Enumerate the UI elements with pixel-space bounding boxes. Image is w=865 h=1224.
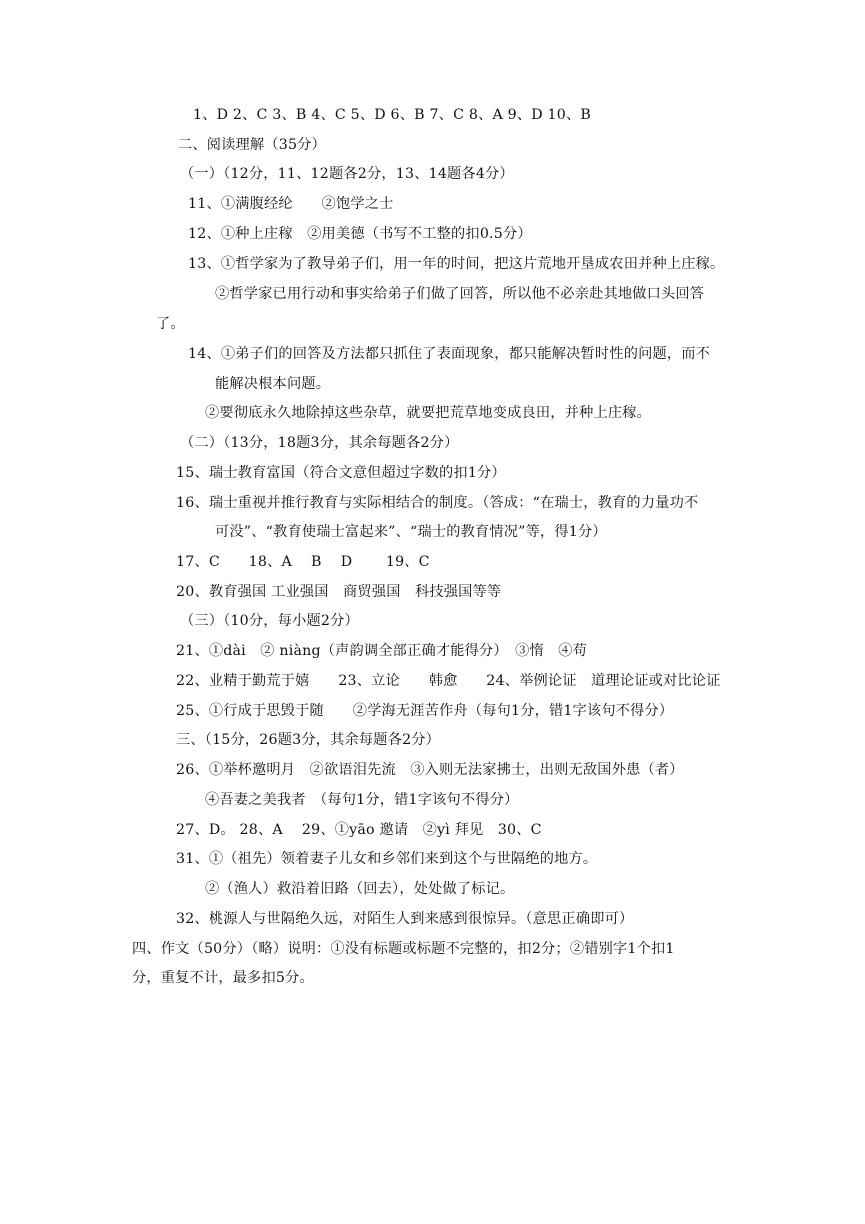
answer-line-26a: 26、①举杯邀明月 ②欲语泪先流 ③入则无法家拂士，出则无敌国外患（者） — [176, 762, 684, 778]
answer-line-1: 1、D 2、C 3、B 4、C 5、D 6、B 7、C 8、A 9、D 10、B — [193, 107, 591, 123]
section-heading-writing: 四、作文（50分）（略）说明：①没有标题或标题不完整的，扣2分；②错别字1个扣1 — [132, 941, 675, 957]
answer-line-17-19: 17、C 18、A B D 19、C — [176, 554, 430, 570]
answer-line-13b: ②哲学家已用行动和事实给弟子们做了回答，所以他不必亲赴其地做口头回答 — [215, 286, 705, 302]
section-heading-3: 三、（15分，26题3分，其余每题各2分） — [176, 732, 441, 748]
writing-note: 分，重复不计，最多扣5分。 — [132, 970, 314, 986]
answer-line-21: 21、①dài ② niàng（声韵调全部正确才能得分） ③惰 ④苟 — [176, 643, 588, 659]
answer-line-14a: 14、①弟子们的回答及方法都只抓住了表面现象，都只能解决暂时性的问题，而不 — [188, 346, 711, 362]
answer-line-14b: 能解决根本问题。 — [215, 376, 331, 392]
answer-line-13c: 了。 — [156, 316, 185, 332]
answer-line-15: 15、瑞士教育富国（符合文意但超过字数的扣1分） — [176, 465, 506, 481]
answer-line-31a: 31、①（祖先）领着妻子儿女和乡邻们来到这个与世隔绝的地方。 — [176, 851, 598, 867]
answer-line-31b: ②（渔人）救沿着旧路（回去），处处做了标记。 — [205, 881, 515, 897]
answer-line-27-30: 27、D。 28、A 29、①yāo 邀请 ②yì 拜见 30、C — [176, 822, 542, 838]
answer-line-16a: 16、瑞士重视并推行教育与实际相结合的制度。（答成：“在瑞士，教育的力量功不 — [176, 495, 699, 511]
answer-line-12: 12、①种上庄稼 ②用美德（书写不工整的扣0.5分） — [188, 226, 532, 242]
answer-line-13a: 13、①哲学家为了教导弟子们，用一年的时间，把这片荒地开垦成农田并种上庄稼。 — [188, 256, 725, 272]
answer-line-20: 20、教育强国 工业强国 商贸强国 科技强国等等 — [176, 584, 502, 600]
answer-line-22-24: 22、业精于勤荒于嬉 23、立论 韩愈 24、举例论证 道理论证或对比论证 — [176, 673, 721, 689]
answer-line-26b: ④吾妻之美我者 （每句1分，错1字该句不得分） — [205, 792, 519, 808]
subsection-heading-3: （三）（10分，每小题2分） — [180, 613, 359, 629]
subsection-heading-2: （二）（13分，18题3分，其余每题各2分） — [180, 435, 459, 451]
answer-line-14c: ②要彻底永久地除掉这些杂草，就要把荒草地变成良田，并种上庄稼。 — [205, 405, 652, 421]
section-heading-reading: 二、阅读理解（35分） — [178, 137, 326, 153]
subsection-heading-1: （一）（12分，11、12题各2分，13、14题各4分） — [180, 166, 514, 182]
answer-line-11: 11、①满腹经纶 ②饱学之士 — [188, 196, 394, 212]
answer-line-16b: 可没”、“教育使瑞士富起来”、“瑞士的教育情况”等，得1分） — [215, 524, 607, 540]
answer-line-32: 32、桃源人与世隔绝久远，对陌生人到来感到很惊异。（意思正确即可） — [176, 911, 634, 927]
answer-line-25: 25、①行成于思毁于随 ②学海无涯苦作舟（每句1分，错1字该句不得分） — [176, 703, 674, 719]
